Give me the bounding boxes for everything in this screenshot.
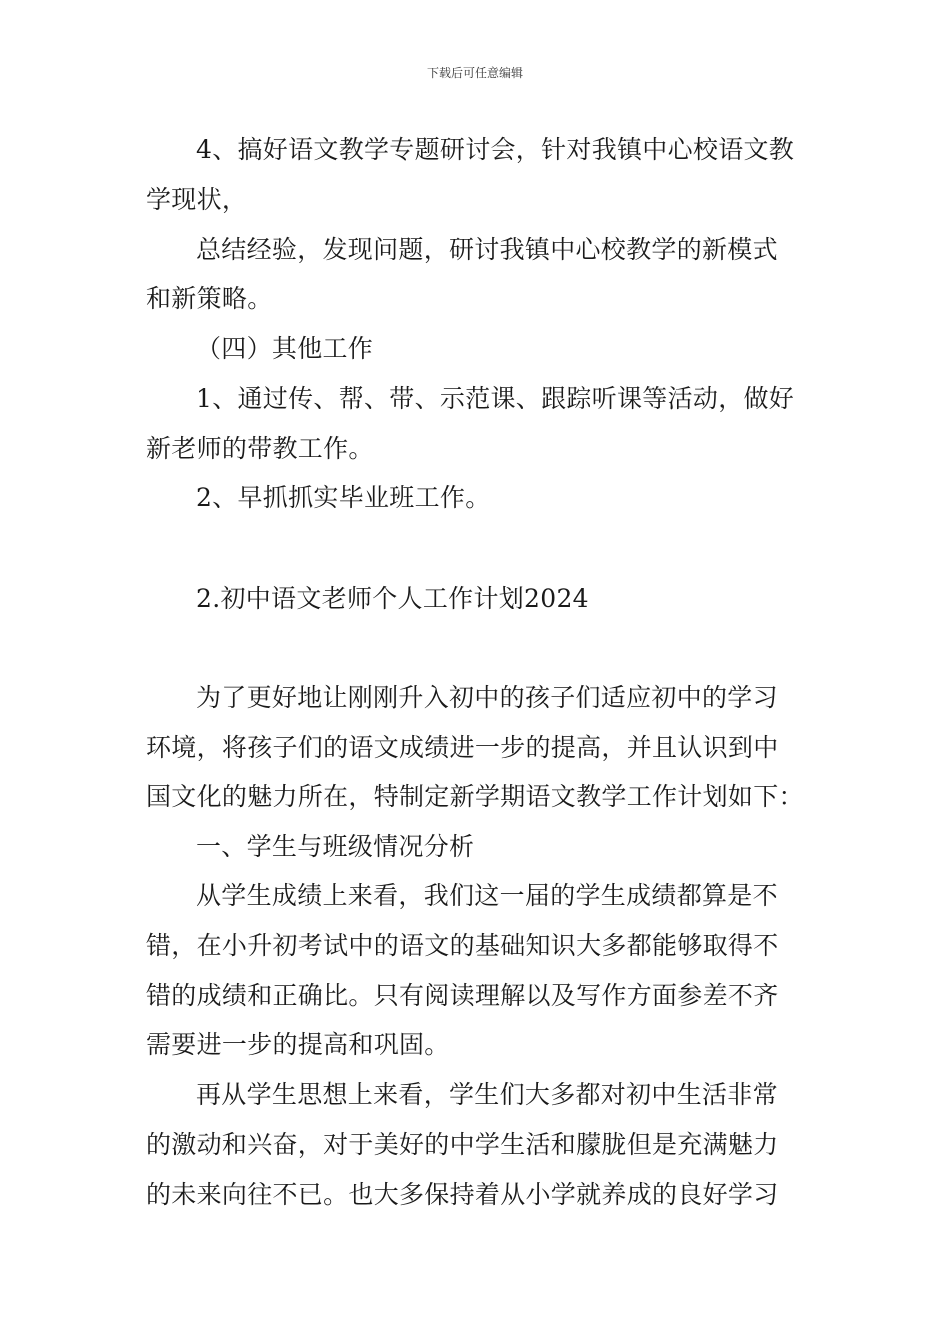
paragraph-line: 1、通过传、帮、带、示范课、跟踪听课等活动，做好 bbox=[196, 384, 795, 413]
paragraph-line: 为了更好地让刚刚升入初中的孩子们适应初中的学习 bbox=[196, 683, 778, 712]
paragraph-line: 再从学生思想上来看，学生们大多都对初中生活非常 bbox=[196, 1080, 778, 1109]
paragraph-line: 总结经验，发现问题，研讨我镇中心校教学的新模式 bbox=[196, 235, 778, 264]
paragraph-line: 环境，将孩子们的语文成绩进一步的提高，并且认识到中 bbox=[146, 733, 779, 762]
document-title: 2.初中语文老师个人工作计划2024 bbox=[196, 584, 589, 613]
section-heading: 一、学生与班级情况分析 bbox=[196, 832, 475, 861]
paragraph-line: 国文化的魅力所在，特制定新学期语文教学工作计划如下： bbox=[146, 782, 804, 811]
paragraph-line: 需要进一步的提高和巩固。 bbox=[146, 1030, 450, 1059]
section-heading: （四）其他工作 bbox=[196, 334, 374, 363]
page-header: 下载后可任意编辑 bbox=[426, 66, 523, 80]
paragraph-line: 和新策略。 bbox=[146, 284, 273, 313]
paragraph-line: 错，在小升初考试中的语文的基础知识大多都能够取得不 bbox=[146, 931, 779, 960]
paragraph-line: 学现状， bbox=[146, 185, 248, 214]
paragraph-line: 的未来向往不已。也大多保持着从小学就养成的良好学习 bbox=[146, 1180, 779, 1209]
paragraph-line: 从学生成绩上来看，我们这一届的学生成绩都算是不 bbox=[196, 881, 778, 910]
paragraph-line: 的激动和兴奋，对于美好的中学生活和朦胧但是充满魅力 bbox=[146, 1130, 779, 1159]
paragraph-line: 4、搞好语文教学专题研讨会，针对我镇中心校语文教 bbox=[196, 135, 795, 164]
paragraph-line: 2、早抓抓实毕业班工作。 bbox=[196, 483, 491, 512]
paragraph-line: 新老师的带教工作。 bbox=[146, 434, 374, 463]
paragraph-line: 错的成绩和正确比。只有阅读理解以及写作方面参差不齐 bbox=[146, 981, 779, 1010]
